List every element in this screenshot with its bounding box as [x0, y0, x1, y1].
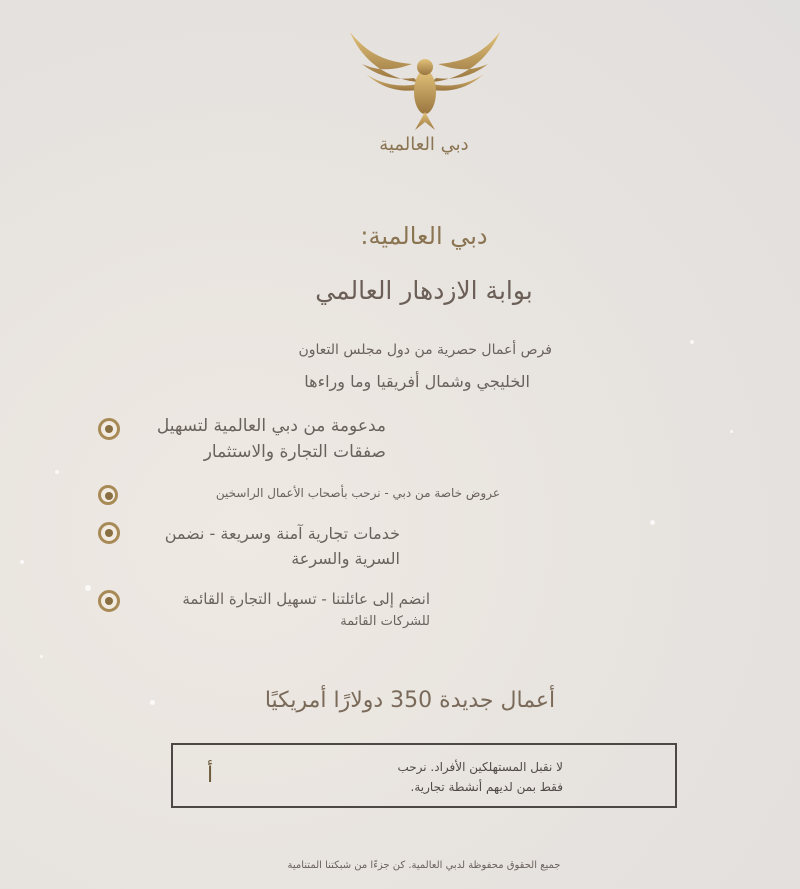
offer-price-text: أعمال جديدة 350 دولارًا أمريكيًا [264, 688, 556, 713]
intro-line-1: فرص أعمال حصرية من دول مجلس التعاون [298, 342, 552, 358]
notice-line-2: فقط بمن لديهم أنشطة تجارية. [410, 780, 563, 795]
intro-line-2: الخليجي وشمال أفريقيا وما وراءها [304, 372, 530, 391]
sparkle-decoration [55, 470, 59, 474]
notice-letter: أ [207, 763, 214, 788]
feature-bullet-icon [98, 485, 118, 505]
feature-line-2: للشركات القائمة [340, 614, 430, 629]
feature-line-1: خدمات تجارية آمنة وسريعة - نضمن [164, 524, 400, 543]
feature-bullet-icon [98, 590, 120, 612]
gold-eagle-icon [340, 22, 510, 137]
notice-box [171, 743, 677, 808]
feature-item [165, 524, 400, 568]
sparkle-decoration [40, 655, 43, 658]
sparkle-decoration [20, 560, 24, 564]
notice-line-1: لا نقبل المستهلكين الأفراد. نرحب [397, 760, 563, 774]
feature-line-1: عروض خاصة من دبي - نرحب بأصحاب الأعمال الراسخين [215, 486, 500, 500]
feature-item [157, 416, 386, 462]
feature-line-2: صفقات التجارة والاستثمار [203, 442, 386, 462]
sparkle-decoration [650, 520, 655, 525]
headline-title: دبي العالمية: [360, 222, 488, 250]
sparkle-decoration [690, 340, 694, 344]
brand-name: دبي العالمية [379, 134, 469, 155]
feature-item [216, 486, 500, 500]
sparkle-decoration [730, 430, 733, 433]
feature-item [182, 590, 430, 629]
feature-bullet-icon [98, 418, 120, 440]
footer-copyright: جميع الحقوق محفوظة لدبي العالمية. كن جزءًا من شبكتنا المتنامية [287, 860, 561, 871]
feature-bullet-icon [98, 522, 120, 544]
feature-line-1: مدعومة من دبي العالمية لتسهيل [156, 416, 386, 436]
feature-line-1: انضم إلى عائلتنا - تسهيل التجارة القائمة [182, 590, 430, 608]
feature-line-2: السرية والسرعة [291, 549, 400, 568]
sparkle-decoration [85, 585, 91, 591]
notice-text [397, 757, 563, 798]
headline-subtitle: بوابة الازدهار العالمي [315, 276, 533, 305]
